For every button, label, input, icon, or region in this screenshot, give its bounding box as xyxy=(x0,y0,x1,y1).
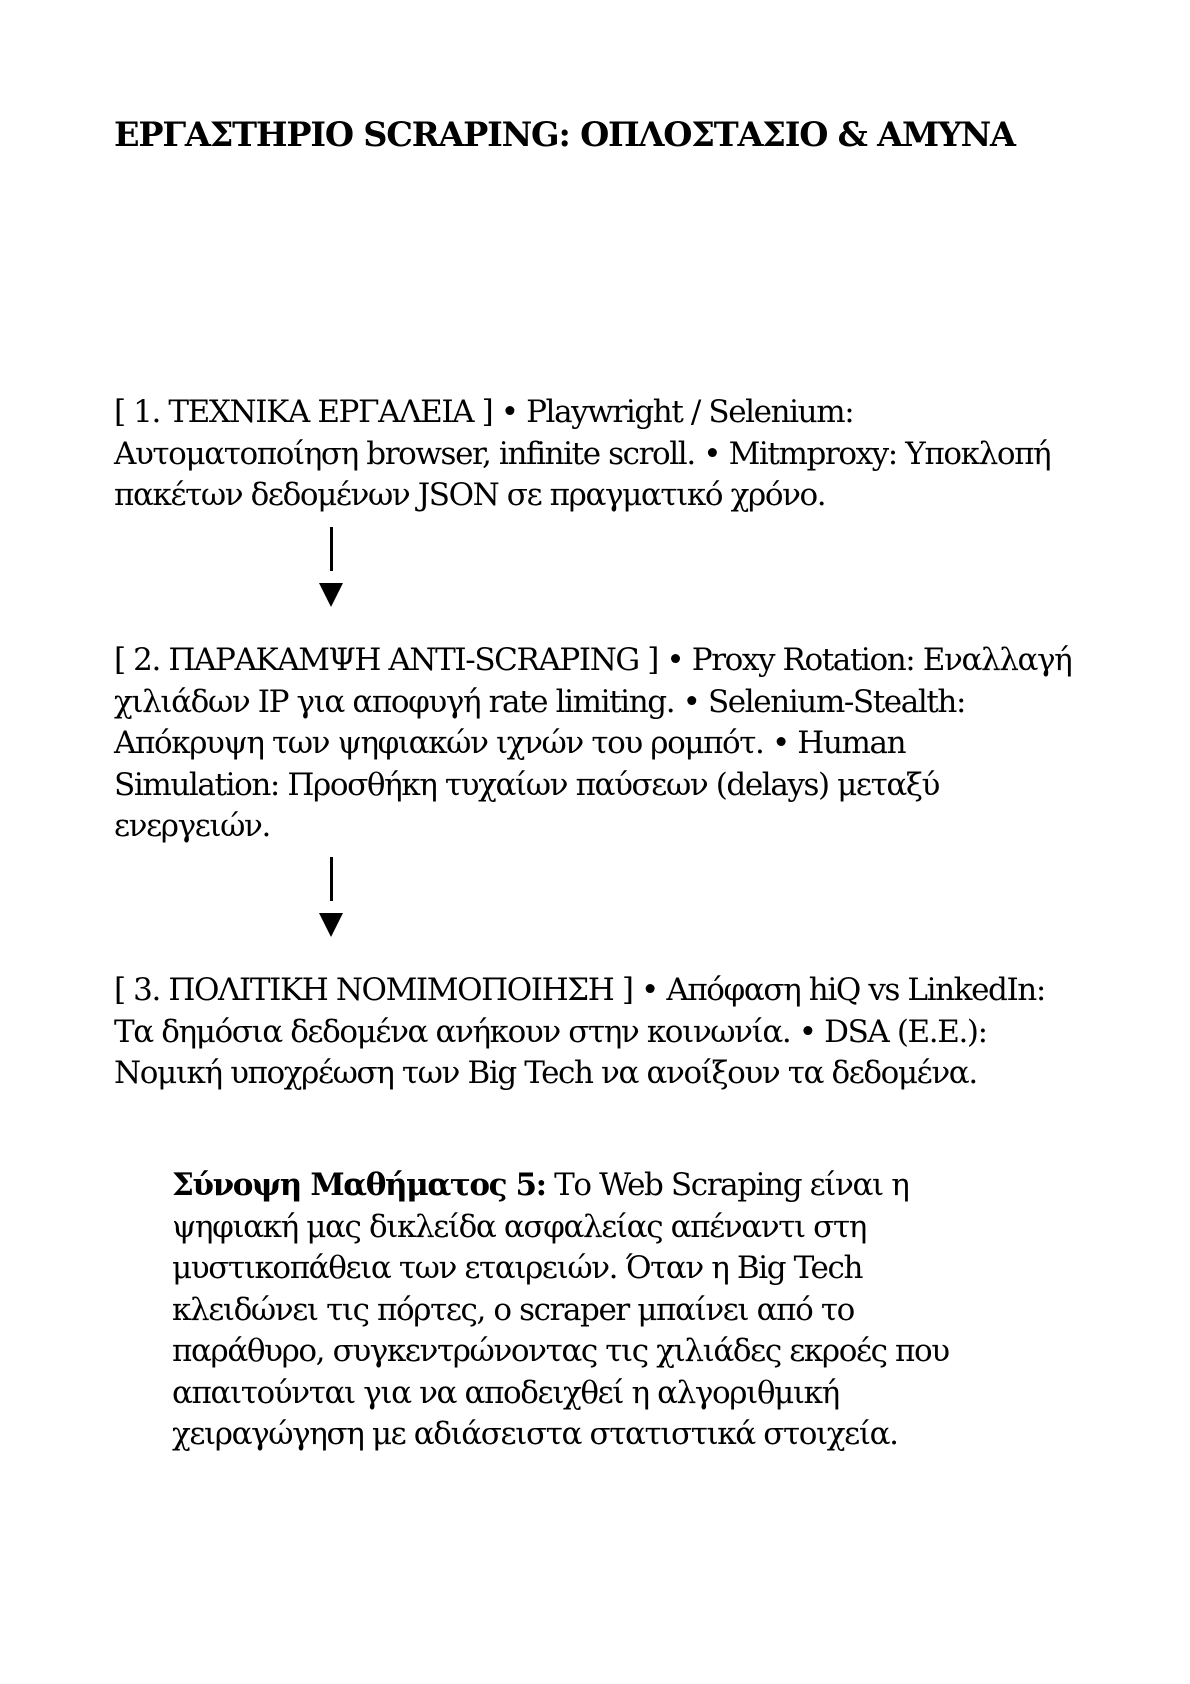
page-title: ΕΡΓΑΣΤΗΡΙΟ SCRAPING: ΟΠΛΟΣΤΑΣΙΟ & ΑΜΥΝΑ xyxy=(114,115,1015,154)
summary-paragraph xyxy=(172,1165,1012,1456)
summary-body: Το Web Scraping είναι η ψηφιακή μας δικλείδα ασφαλείας απέναντι στη μυστικοπάθεια των εταιρειών. Όταν η Big Tech κλειδώνει τις πόρτες, ο scraper μπαίνει από το παράθυρο, συγκεντρώνοντας τις χιλιάδες εκροές που απαιτούνται για να αποδειχθεί η αλγοριθμική χειραγώγηση με αδιάσειστα στατιστικά στοιχεία. xyxy=(172,1167,949,1452)
step-3-text: [ 3. ΠΟΛΙΤΙΚΗ ΝΟΜΙΜΟΠΟΙΗΣΗ ] • Απόφαση hiQ vs LinkedIn: Τα δημόσια δεδομένα ανήκουν στην κοινωνία. • DSA (Ε.Ε.): Νομική υποχρέωση των Big Tech να ανοίξουν τα δεδομένα. xyxy=(114,972,1045,1091)
step-1-block xyxy=(114,392,1074,517)
arrow-head xyxy=(319,583,343,607)
summary-heading: Σύνοψη Μαθήματος 5: xyxy=(172,1167,546,1203)
step-1-text: [ 1. ΤΕΧΝΙΚΑ ΕΡΓΑΛΕΙΑ ] • Playwright / Selenium: Αυτοματοποίηση browser, infinite scroll. • Mitmproxy: Υποκλοπή πακέτων δεδομένων JSON σε πραγματικό χρόνο. xyxy=(114,394,1051,513)
arrow-head xyxy=(319,913,343,937)
step-3-block xyxy=(114,970,1074,1095)
down-arrow-icon xyxy=(316,527,346,607)
down-arrow-icon xyxy=(316,857,346,937)
step-2-block xyxy=(114,640,1074,848)
step-2-text: [ 2. ΠΑΡΑΚΑΜΨΗ ANTI-SCRAPING ] • Proxy Rotation: Εναλλαγή χιλιάδων IP για αποφυγή rate limiting. • Selenium-Stealth: Απόκρυψη των ψηφιακών ιχνών του ρομπότ. • Human Simulation: Προσθήκη τυχαίων παύσεων (delays) μεταξύ ενεργειών. xyxy=(114,642,1072,844)
arrow-shaft xyxy=(330,527,333,571)
arrow-shaft xyxy=(330,857,333,901)
